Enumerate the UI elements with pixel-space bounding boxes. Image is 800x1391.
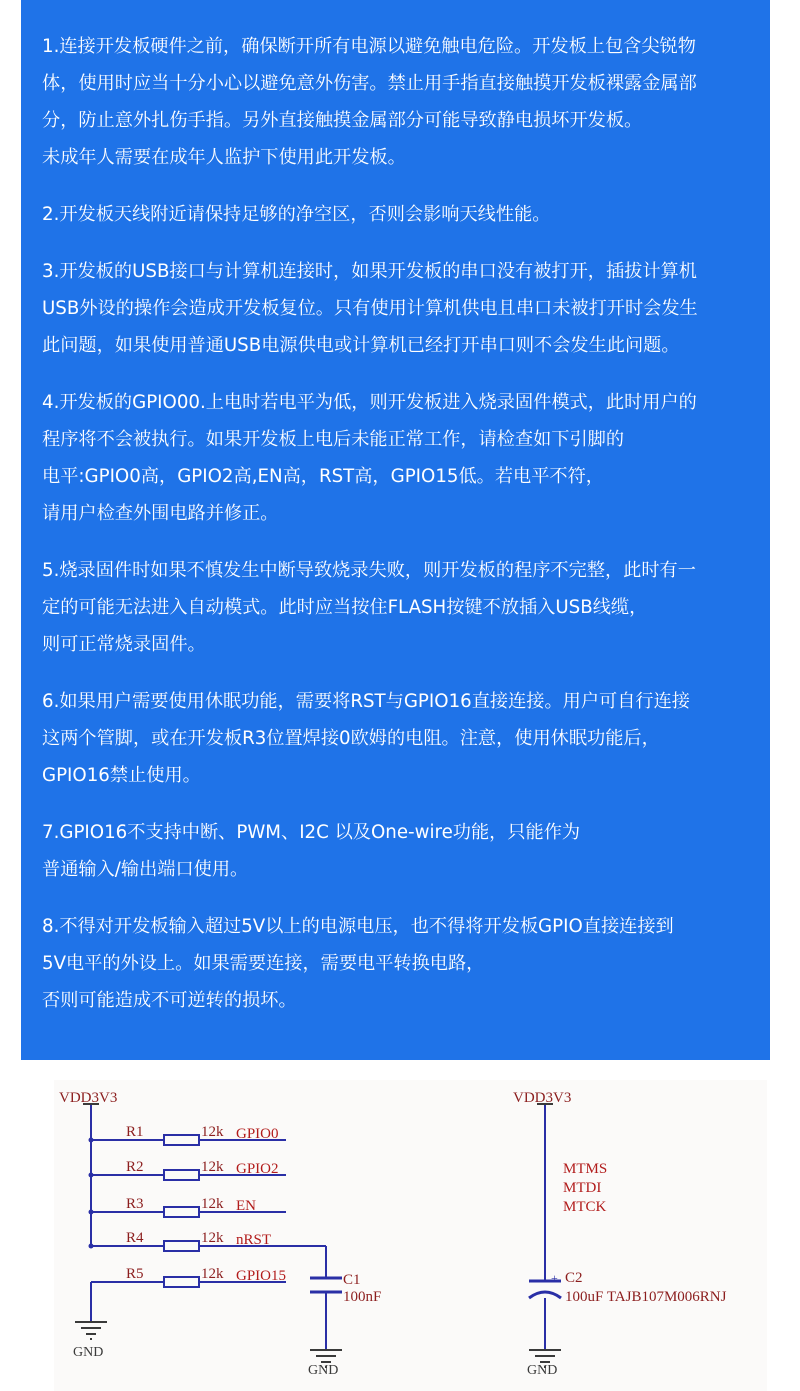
note-item (42, 683, 767, 794)
note-item (42, 814, 767, 888)
c2-value: 100uF TAJB107M006RNJ (565, 1289, 727, 1305)
note-line: 1.连接开发板硬件之前，确保断开所有电源以避免触电危险。开发板上包含尖锐物 (42, 36, 696, 57)
note-line: 此问题，如果使用普通USB电源供电或计算机已经打开串口则不会发生此问题。 (42, 335, 680, 356)
resistor-r3-body (164, 1207, 199, 1217)
r3-value: 12k (201, 1196, 224, 1212)
right-power-label: VDD3V3 (513, 1090, 572, 1106)
c2-plate-bottom (529, 1292, 561, 1298)
note-line: 电平:GPIO0高，GPIO2高,EN高，RST高，GPIO15低。若电平不符， (42, 466, 604, 487)
r4-ref: R4 (126, 1230, 144, 1246)
note-line: 体，使用时应当十分小心以避免意外伤害。禁止用手指直接触摸开发板裸露金属部 (42, 73, 697, 94)
r4-value: 12k (201, 1230, 224, 1246)
note-item (42, 28, 767, 176)
note-line: USB外设的操作会造成开发板复位。只有使用计算机供电且串口未被打开时会发生 (42, 298, 698, 319)
r2-ref: R2 (126, 1159, 144, 1175)
resistor-r4-body (164, 1241, 199, 1251)
note-line: 请用户检查外围电路并修正。 (42, 503, 279, 524)
c1-ref: C1 (343, 1272, 361, 1288)
note-line: 未成年人需要在成年人监护下使用此开发板。 (42, 147, 406, 168)
note-item (42, 253, 767, 364)
note-line: 普通输入/输出端口使用。 (42, 859, 249, 880)
resistor-r1-body (164, 1135, 199, 1145)
gnd-symbol-1 (75, 1322, 107, 1339)
note-line: 定的可能无法进入自动模式。此时应当按住FLASH按键不放插入USB线缆， (42, 597, 648, 618)
notes-list (42, 28, 767, 1039)
r3-net: EN (236, 1198, 256, 1214)
schematic-diagram (21, 1060, 770, 1391)
r5-ref: R5 (126, 1266, 144, 1282)
note-line: 分，防止意外扎伤手指。另外直接触摸金属部分可能导致静电损坏开发板。 (42, 110, 643, 131)
note-item (42, 552, 767, 663)
gnd-label-1: GND (73, 1345, 104, 1360)
schematic-section (21, 1060, 770, 1391)
r2-value: 12k (201, 1159, 224, 1175)
note-line: 5.烧录固件时如果不慎发生中断导致烧录失败，则开发板的程序不完整，此时有一 (42, 560, 696, 581)
r4-net: nRST (236, 1232, 272, 1248)
r3-ref: R3 (126, 1196, 144, 1212)
gnd-label-2: GND (308, 1363, 339, 1378)
note-item (42, 196, 767, 233)
r1-ref: R1 (126, 1124, 144, 1140)
note-line: 6.如果用户需要使用休眠功能，需要将RST与GPIO16直接连接。用户可自行连接 (42, 691, 690, 712)
note-line: 4.开发板的GPIO00.上电时若电平为低，则开发板进入烧录固件模式，此时用户的 (42, 392, 697, 413)
gnd-label-3: GND (527, 1363, 558, 1378)
r5-net: GPIO15 (236, 1268, 287, 1284)
right-net-3: MTCK (563, 1199, 607, 1215)
r5-value: 12k (201, 1266, 224, 1282)
note-line: 5V电平的外设上。如果需要连接，需要电平转换电路， (42, 953, 485, 974)
note-line: 程序将不会被执行。如果开发板上电后未能正常工作，请检查如下引脚的 (42, 429, 625, 450)
note-item (42, 908, 767, 1019)
note-line: 2.开发板天线附近请保持足够的净空区，否则会影响天线性能。 (42, 204, 551, 225)
c2-ref: C2 (565, 1270, 583, 1286)
resistor-r2-body (164, 1170, 199, 1180)
right-net-1: MTMS (563, 1161, 608, 1177)
note-line: 3.开发板的USB接口与计算机连接时，如果开发板的串口没有被打开，插拔计算机 (42, 261, 697, 282)
left-power-label: VDD3V3 (59, 1090, 118, 1106)
note-line: 8.不得对开发板输入超过5V以上的电源电压，也不得将开发板GPIO直接连接到 (42, 916, 674, 937)
r2-net: GPIO2 (236, 1161, 279, 1177)
note-line: GPIO16禁止使用。 (42, 765, 201, 786)
note-line: 这两个管脚，或在开发板R3位置焊接0欧姆的电阻。注意，使用休眠功能后， (42, 728, 660, 749)
c2-polarity: + (551, 1271, 558, 1285)
note-line: 则可正常烧录固件。 (42, 634, 206, 655)
r1-value: 12k (201, 1124, 224, 1140)
r1-net: GPIO0 (236, 1126, 279, 1142)
note-line: 7.GPIO16不支持中断、PWM、I2C 以及One-wire功能，只能作为 (42, 822, 581, 843)
note-line: 否则可能造成不可逆转的损坏。 (42, 990, 297, 1011)
c1-value: 100nF (343, 1289, 382, 1305)
right-net-2: MTDI (563, 1180, 602, 1196)
resistor-r5-body (164, 1277, 199, 1287)
note-item (42, 384, 767, 532)
